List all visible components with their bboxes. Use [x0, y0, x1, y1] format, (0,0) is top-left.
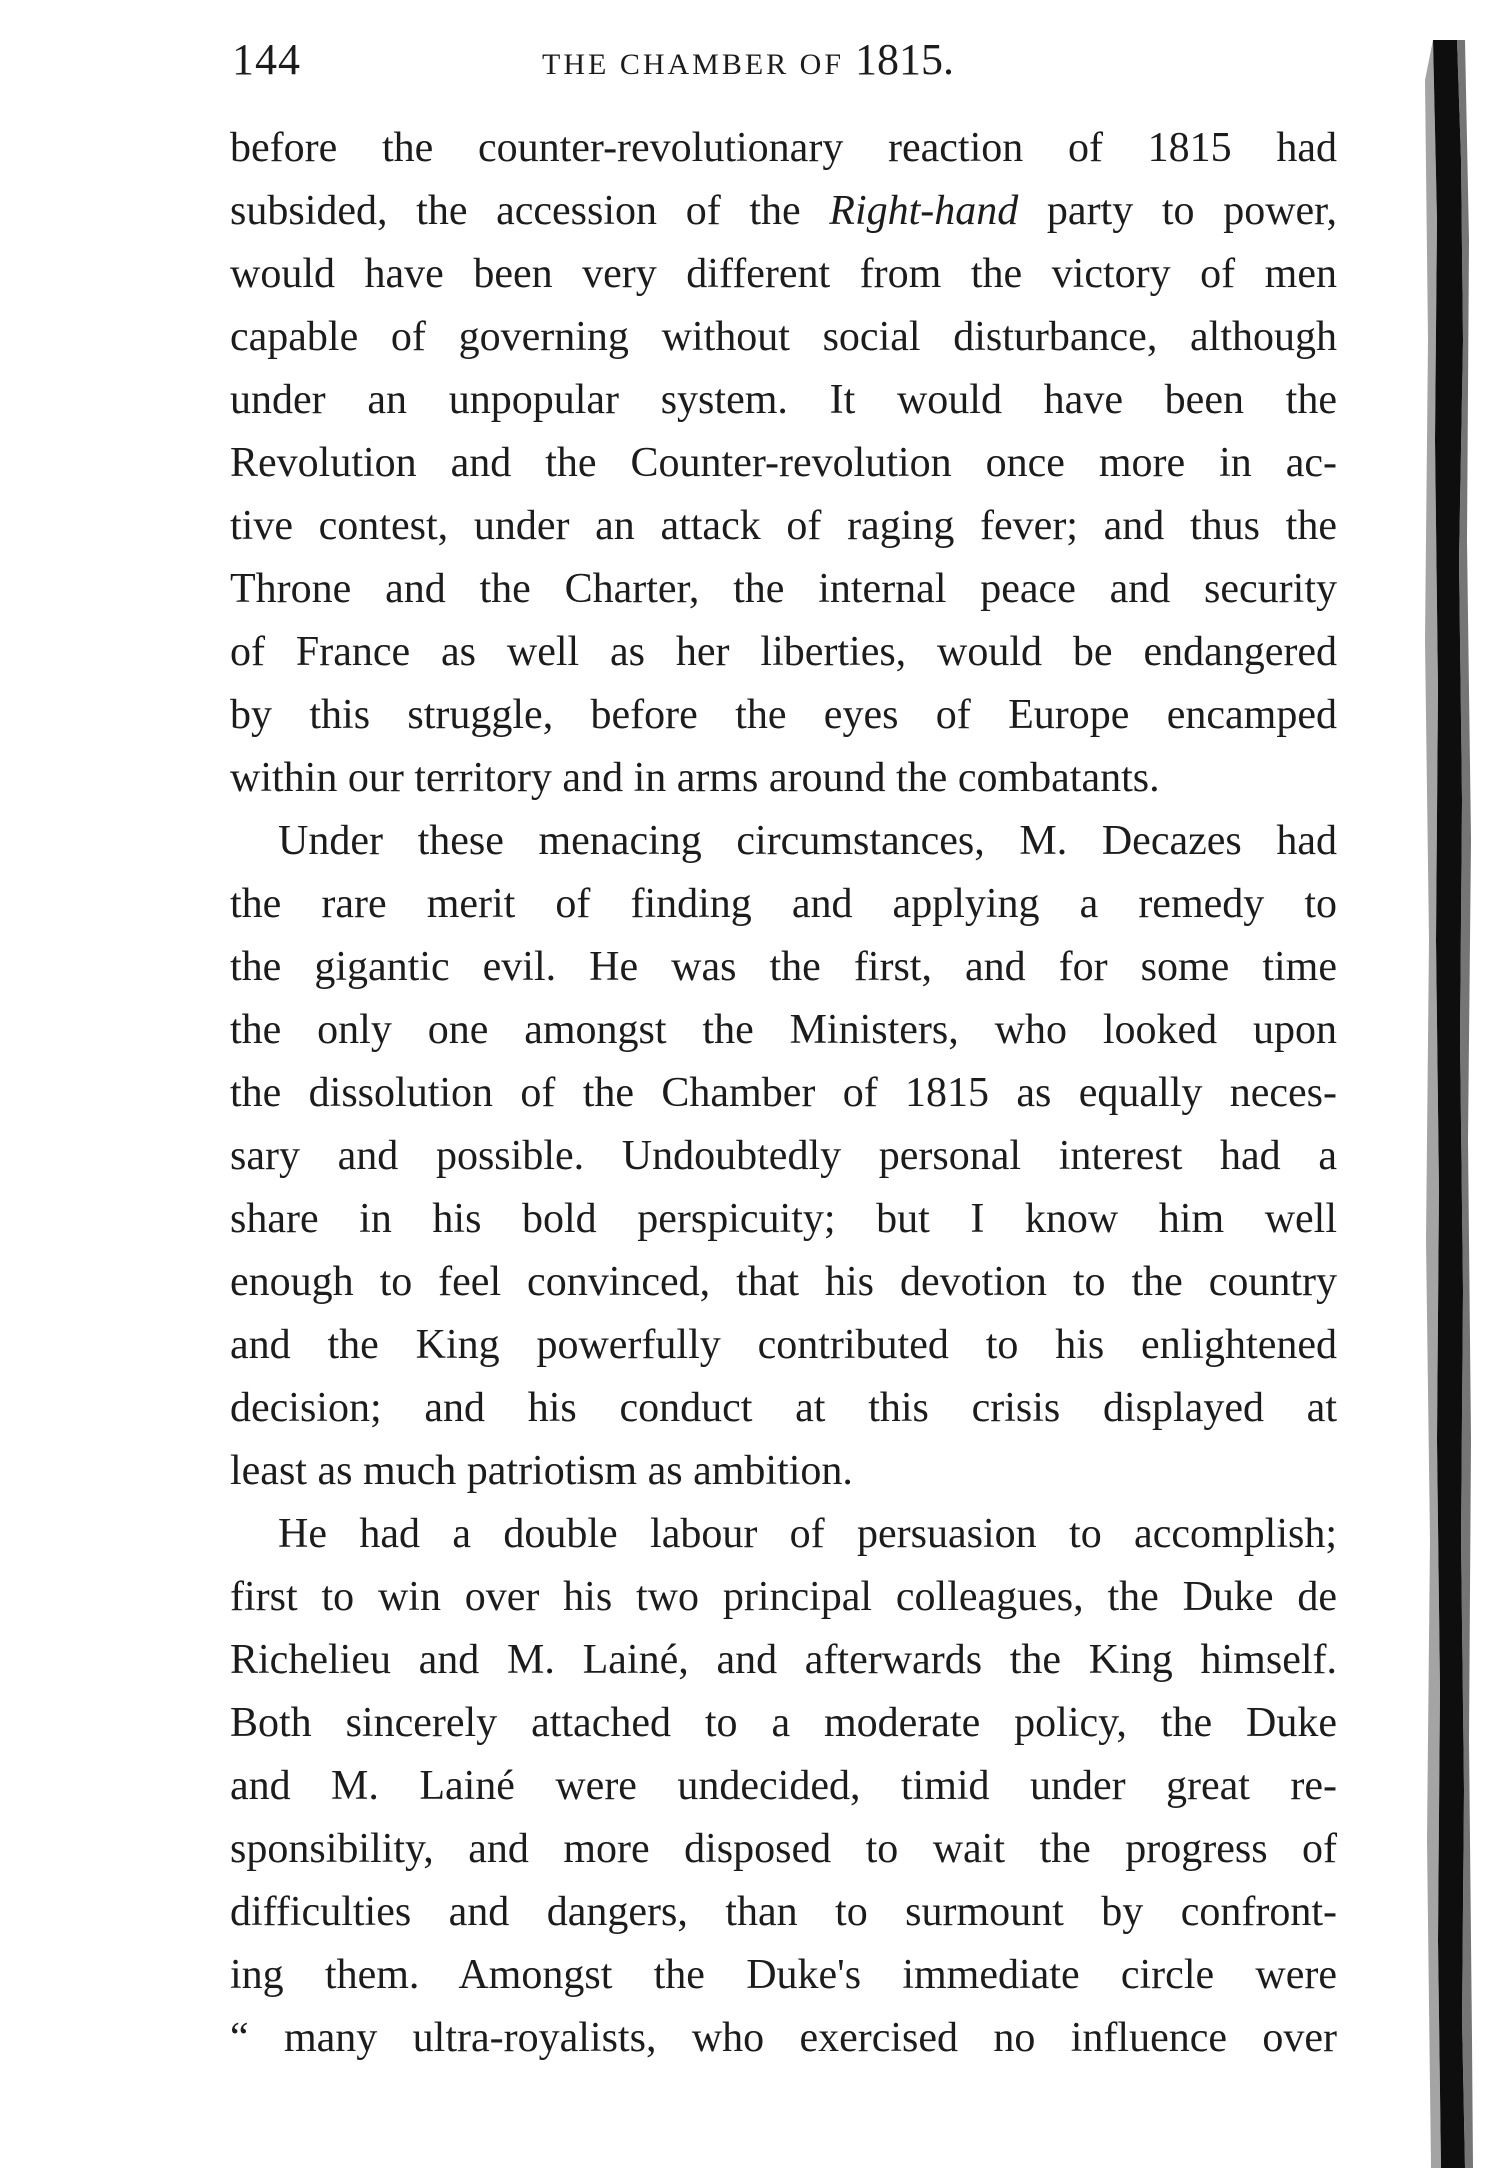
text-line: by this struggle, before the eyes of Europe encamped [230, 692, 1337, 738]
text-line: difficulties and dangers, than to surmount by confront- [230, 1889, 1337, 1935]
text-line: “ many ultra-royalists, who exercised no influence over [230, 2015, 1337, 2061]
text-line: capable of governing without social disturbance, although [230, 314, 1337, 360]
text-line: first to win over his two principal colleagues, the Duke de [230, 1574, 1337, 1620]
text-line: sary and possible. Undoubtedly personal interest had a [230, 1133, 1337, 1179]
text-line: Under these menacing circumstances, M. Decazes had [278, 818, 1337, 864]
text-line: ing them. Amongst the Duke's immediate circle were [230, 1952, 1337, 1998]
text-line: the only one amongst the Ministers, who looked upon [230, 1007, 1337, 1053]
page-header [232, 30, 1342, 90]
text-line: Revolution and the Counter-revolution once more in ac- [230, 440, 1337, 486]
text-line: the dissolution of the Chamber of 1815 as equally neces- [230, 1070, 1337, 1116]
text-line: Throne and the Charter, the internal peace and security [230, 566, 1337, 612]
text-line: would have been very different from the victory of men [230, 251, 1337, 297]
text-line: share in his bold perspicuity; but I know him well [230, 1196, 1337, 1242]
text-line: before the counter-revolutionary reaction of 1815 had [230, 125, 1337, 171]
running-head [542, 30, 954, 95]
body-text [230, 117, 1337, 2070]
text-line: and the King powerfully contributed to his enlightened [230, 1322, 1337, 1368]
text-line: decision; and his conduct at this crisis displayed at [230, 1385, 1337, 1431]
text-line: Richelieu and M. Lainé, and afterwards the King himself. [230, 1637, 1337, 1683]
text-line: Both sincerely attached to a moderate policy, the Duke [230, 1700, 1337, 1746]
page-number: 144 [232, 35, 301, 84]
binding-edge-shadow [1405, 40, 1499, 2168]
text-line: of France as well as her liberties, would be endangered [230, 629, 1337, 675]
text-line: least as much patriotism as ambition. [230, 1448, 853, 1494]
text-line: sponsibility, and more disposed to wait the progress of [230, 1826, 1337, 1872]
text-line: tive contest, under an attack of raging fever; and thus the [230, 503, 1337, 549]
text-line: and M. Lainé were undecided, timid under great re- [230, 1763, 1337, 1809]
text-line: the gigantic evil. He was the first, and for some time [230, 944, 1337, 990]
text-line: the rare merit of finding and applying a remedy to [230, 881, 1337, 927]
running-head-title: THE CHAMBER OF [542, 48, 845, 81]
text-line: within our territory and in arms around the combatants. [230, 755, 1160, 801]
text-line: subsided, the accession of the Right-hand party to power, [230, 188, 1337, 234]
text-line: He had a double labour of persuasion to accomplish; [278, 1511, 1337, 1557]
text-line: enough to feel convinced, that his devotion to the country [230, 1259, 1337, 1305]
italic-term: Right-hand [829, 188, 1019, 234]
running-head-year: 1815. [855, 35, 955, 84]
text-line: under an unpopular system. It would have been the [230, 377, 1337, 423]
